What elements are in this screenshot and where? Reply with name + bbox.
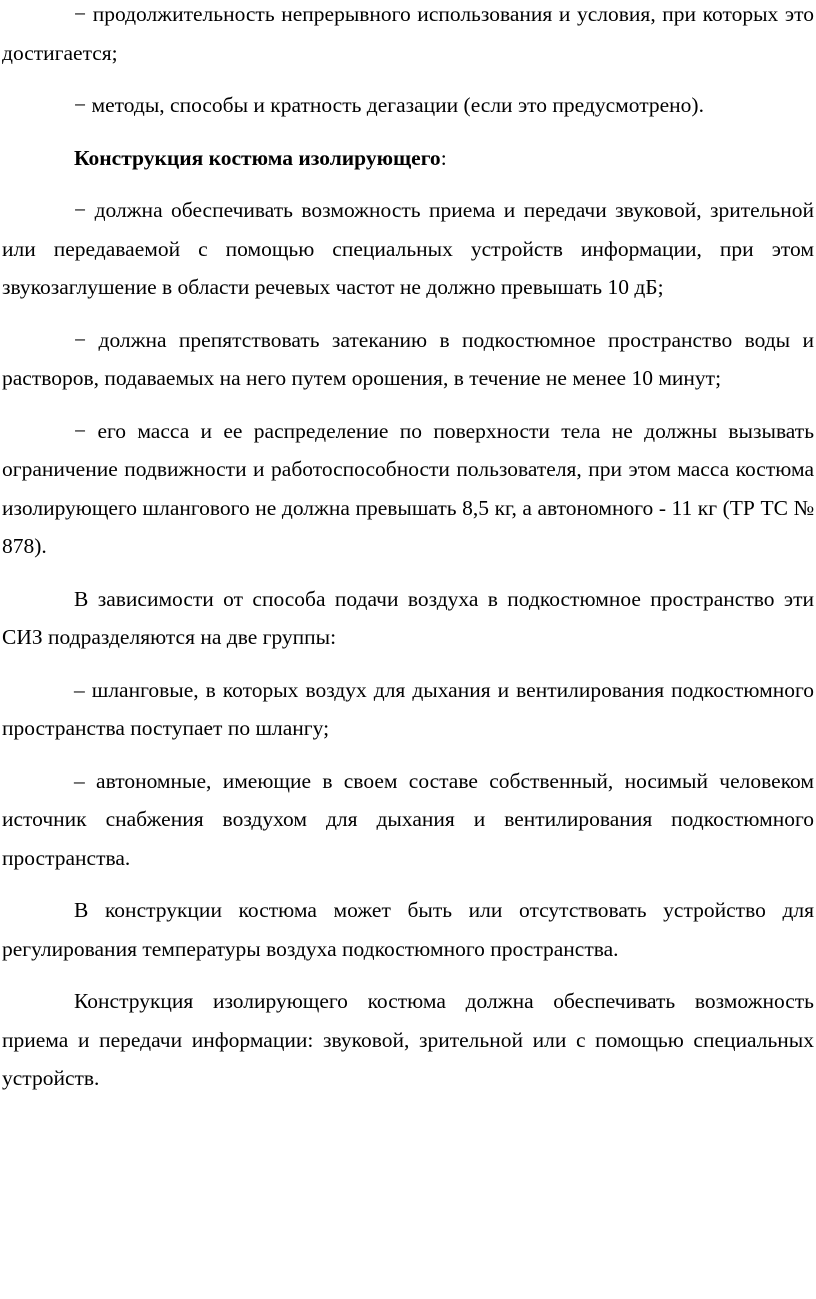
section-heading — [2, 139, 814, 178]
paragraph-usage-duration: − продолжительность непрерывного использования и условия, при которых это достигается; — [2, 2, 814, 65]
paragraph-degassing-methods: − методы, способы и кратность дегазации (если это предусмотрено). — [74, 93, 704, 117]
paragraph-information-transmission: Конструкция изолирующего костюма должна обеспечивать возможность приема и передачи информации: звуковой, зрительной или с помощью специальных устройств. — [2, 989, 814, 1090]
paragraph-air-supply-groups: В зависимости от способа подачи воздуха в подкостюмное пространство эти СИЗ подразделяются на две группы: — [2, 586, 814, 649]
paragraph-autonomous-type: – автономные, имеющие в своем составе собственный, носимый человеком источник снабжения воздухом для дыхания и вентилирования подкостюмного пространства. — [2, 768, 814, 870]
section-heading-bold: Конструкция костюма изолирующего — [74, 145, 441, 170]
paragraph-temperature-device: В конструкции костюма может быть или отсутствовать устройство для регулирования температуры воздуха подкостюмного пространства. — [2, 898, 814, 961]
paragraph-sound-transmission: − должна обеспечивать возможность приема и передачи звуковой, зрительной или передаваемой с помощью специальных устройств информации, при этом звукозаглушение в области речевых частот не должно превышать 10 дБ; — [2, 198, 814, 299]
paragraph-hose-type: – шланговые, в которых воздух для дыхания и вентилирования подкостюмного пространства поступает по шлангу; — [2, 677, 814, 740]
section-heading-colon: : — [440, 145, 447, 170]
paragraph-mass-distribution: − его масса и ее распределение по поверхности тела не должны вызывать ограничение подвижности и работоспособности пользователя, при этом масса костюма изолирующего шлангового не должна превышать 8,5 кг, а автономного - 11 кг (ТР ТС № 878). — [2, 418, 814, 558]
paragraph-water-resistance: − должна препятствовать затеканию в подкостюмное пространство воды и растворов, подаваемых на него путем орошения, в течение не менее 10 минут; — [2, 327, 814, 390]
